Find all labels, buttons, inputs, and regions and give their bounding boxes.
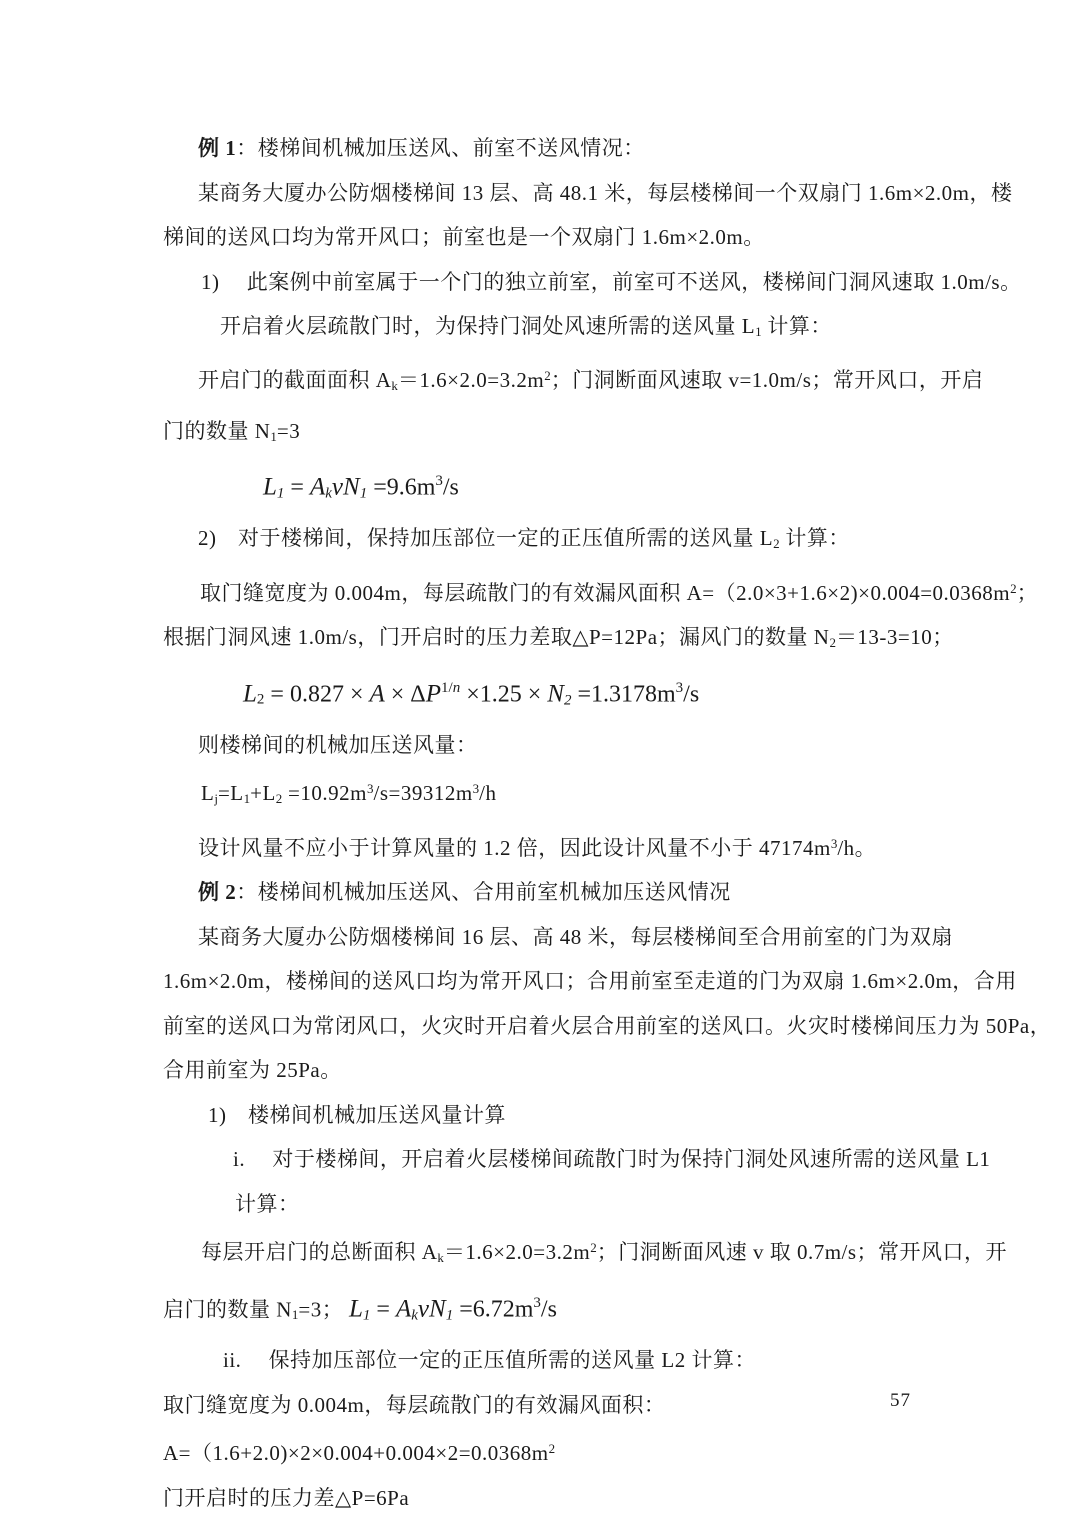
text-segment: =3； [298, 1297, 350, 1322]
ex1-item1-sub [163, 304, 1040, 354]
text-segment: 设计风量不应小于计算风量的 1.2 倍，因此设计风量不小于 47174m [198, 835, 831, 860]
ex1-item2 [163, 516, 1040, 566]
ex2-leak-2 [163, 1427, 1040, 1476]
ex2-sub-i-1 [163, 1137, 1040, 1182]
ex1-total-eq [163, 767, 1040, 822]
text-segment: 1 [270, 428, 277, 444]
text-segment: 门的数量 N [163, 418, 271, 443]
text-segment: n [452, 679, 461, 696]
ex2-sub-i-2 [163, 1182, 1040, 1227]
text-segment: ＝1.6×2.0=3.2m [397, 368, 545, 393]
ex2-item1 [163, 1093, 1040, 1138]
text-segment: 例 1 [198, 136, 237, 160]
text-segment: ：楼梯间机械加压送风、前室不送风情况： [236, 136, 645, 160]
text-segment: ；门洞断面风速取 v=1.0m/s；常开风口，开启 [550, 368, 984, 393]
formula-l2 [163, 666, 1040, 723]
text-segment: 3 [533, 1294, 541, 1311]
text-segment: 1 [362, 1307, 371, 1324]
text-segment: vN [331, 473, 360, 501]
text-segment: 1/ [441, 679, 453, 696]
text-segment: 计算： [235, 1191, 300, 1216]
ex1-heading [163, 126, 1040, 171]
text-segment: L [263, 473, 277, 501]
text-segment: 计算： [779, 526, 850, 551]
text-segment: ＝13-3=10； [835, 625, 954, 650]
text-segment: =L [217, 781, 244, 806]
text-segment: 1.6m×2.0m，楼梯间的送风口均为常开风口；合用前室至走道的门为双扇 1.6m×2.0m，合用 [163, 969, 1017, 994]
text-segment: 前室的送风口为常闭风口，火灾时开启着火层合用前室的送风口。火灾时楼梯间压力为 50Pa， [163, 1013, 1052, 1038]
text-segment: /h。 [837, 835, 877, 860]
ex2-sub-ii [163, 1338, 1040, 1383]
text-segment: 1) 楼梯间机械加压送风量计算 [208, 1102, 506, 1127]
text-segment: 某商务大厦办公防烟楼梯间 13 层、高 48.1 米，每层楼梯间一个双扇门 1.6m×2.0m，楼 [198, 180, 1013, 205]
text-segment: 合用前室为 25Pa。 [163, 1058, 342, 1083]
page-number: 57 [890, 1390, 911, 1411]
text-segment: = 0.827 × [264, 680, 370, 707]
text-segment: 2 [256, 691, 265, 708]
text-segment: =9.6m [367, 474, 436, 501]
ex2-intro-1 [163, 915, 1040, 960]
text-segment: 2) 对于楼梯间，保持加压部位一定的正压值所需的送风量 L [198, 526, 774, 551]
text-segment: = [284, 474, 310, 501]
text-segment: 1 [445, 1307, 454, 1324]
text-segment: /s [540, 1296, 557, 1323]
text-segment: P [425, 679, 442, 707]
text-segment: 3 [830, 835, 838, 851]
formula-l1 [163, 459, 1040, 516]
text-segment: 3 [366, 781, 374, 797]
text-segment: 1 [755, 323, 762, 339]
ex1-item1 [163, 260, 1040, 305]
text-segment: L [201, 781, 215, 806]
text-segment: A [369, 679, 385, 707]
text-segment: 1) 此案例中前室属于一个门的独立前室，前室可不送风，楼梯间门洞风速取 1.0m/s。 [201, 269, 1022, 294]
text-segment: 则楼梯间的机械加压送风量： [198, 732, 478, 757]
text-segment: 1 [359, 485, 368, 502]
text-segment: /h [479, 781, 497, 806]
text-segment: 2 [773, 536, 780, 552]
ex1-intro-1 [163, 171, 1040, 216]
text-segment: /s=39312m [373, 781, 473, 806]
text-segment: 2 [275, 791, 283, 807]
text-segment: × Δ [384, 680, 426, 707]
text-segment: 2 [548, 1441, 556, 1456]
text-segment: 3 [675, 679, 684, 696]
text-segment: =3 [276, 418, 301, 443]
text-segment: N [547, 679, 564, 707]
text-segment: ii. 保持加压部位一定的正压值所需的送风量 L2 计算： [223, 1348, 756, 1372]
text-segment: ×1.25 × [460, 680, 548, 707]
text-segment: = [370, 1296, 396, 1323]
text-segment: 门开启时的压力差△P=6Pa [163, 1485, 410, 1510]
text-segment: 开启着火层疏散门时，为保持门洞处风速所需的送风量 L [220, 314, 756, 338]
text-segment: 开启门的截面面积 A [198, 368, 392, 393]
text-segment: L [349, 1295, 363, 1323]
text-segment: /s [683, 680, 700, 707]
text-segment: =10.92m [282, 781, 367, 806]
text-segment: 1 [291, 1307, 299, 1323]
ex1-design-flow [163, 822, 1040, 871]
text-segment: k [325, 485, 332, 502]
text-segment: 1 [243, 791, 251, 807]
text-segment: ； [1016, 580, 1039, 605]
text-segment: 梯间的送风口均为常开风口；前室也是一个双扇门 1.6m×2.0m。 [163, 225, 765, 249]
text-segment: 3 [435, 473, 443, 490]
text-segment: 2 [829, 635, 836, 651]
text-segment: j [214, 791, 218, 807]
ex1-calc-2 [163, 409, 1040, 459]
text-segment: /s [442, 474, 459, 501]
text-segment: L [243, 679, 257, 707]
text-segment: ：楼梯间机械加压送风、合用前室机械加压送风情况 [236, 880, 731, 905]
text-segment: 启门的数量 N [163, 1297, 292, 1322]
text-segment: 取门缝宽度为 0.004m，每层疏散门的有效漏风面积： [163, 1392, 666, 1417]
ex1-calc-1 [163, 354, 1040, 409]
ex2-pressure [163, 1476, 1040, 1521]
text-segment: 2 [563, 692, 572, 709]
ex2-calc-1 [163, 1226, 1040, 1281]
text-segment: =6.72m [453, 1296, 534, 1323]
text-segment: A [395, 1295, 412, 1323]
text-segment: 2 [1010, 580, 1017, 596]
text-segment: =1.3178m [571, 680, 676, 707]
ex1-total-label [163, 723, 1040, 768]
text-segment: 计算： [761, 314, 832, 338]
text-segment: 取门缝宽度为 0.004m，每层疏散门的有效漏风面积 A=（2.0×3+1.6×2)×0.004=0.0368m [200, 580, 1011, 605]
ex1-leak-1 [163, 567, 1040, 616]
text-segment: 2 [544, 368, 551, 384]
text-segment: 2 [590, 1240, 597, 1256]
text-segment: 每层开启门的总断面积 A [201, 1240, 438, 1265]
text-segment: +L [250, 781, 276, 806]
document-body [163, 126, 1052, 1520]
ex1-intro-2 [163, 215, 1040, 260]
text-segment: 根据门洞风速 1.0m/s，门开启时的压力差取△P=12Pa；漏风门的数量 N [163, 625, 830, 650]
text-segment: i. 对于楼梯间，开启着火层楼梯间疏散门时为保持门洞处风速所需的送风量 L1 [233, 1147, 991, 1172]
text-segment: A=（1.6+2.0)×2×0.004+0.004×2=0.0368m [163, 1441, 549, 1466]
text-segment: ；门洞断面风速 v 取 0.7m/s；常开风口，开 [596, 1240, 1008, 1265]
text-segment: k [411, 1307, 418, 1324]
text-segment: ＝1.6×2.0=3.2m [443, 1240, 591, 1265]
text-segment: vN [417, 1295, 446, 1323]
ex2-intro-2 [163, 959, 1040, 1004]
text-segment: k [437, 1250, 444, 1266]
ex2-heading [163, 870, 1040, 915]
text-segment: k [391, 378, 398, 394]
ex2-intro-4 [163, 1048, 1040, 1093]
text-segment: A [309, 473, 326, 501]
text-segment: 3 [472, 781, 480, 797]
text-segment: 例 2 [198, 880, 237, 905]
text-segment: 某商务大厦办公防烟楼梯间 16 层、高 48 米，每层楼梯间至合用前室的门为双扇 [198, 924, 953, 949]
ex2-intro-3 [163, 1004, 1052, 1049]
text-segment: 1 [276, 485, 285, 502]
ex2-calc-2-formula [163, 1281, 1040, 1338]
ex1-leak-2 [163, 615, 1040, 665]
